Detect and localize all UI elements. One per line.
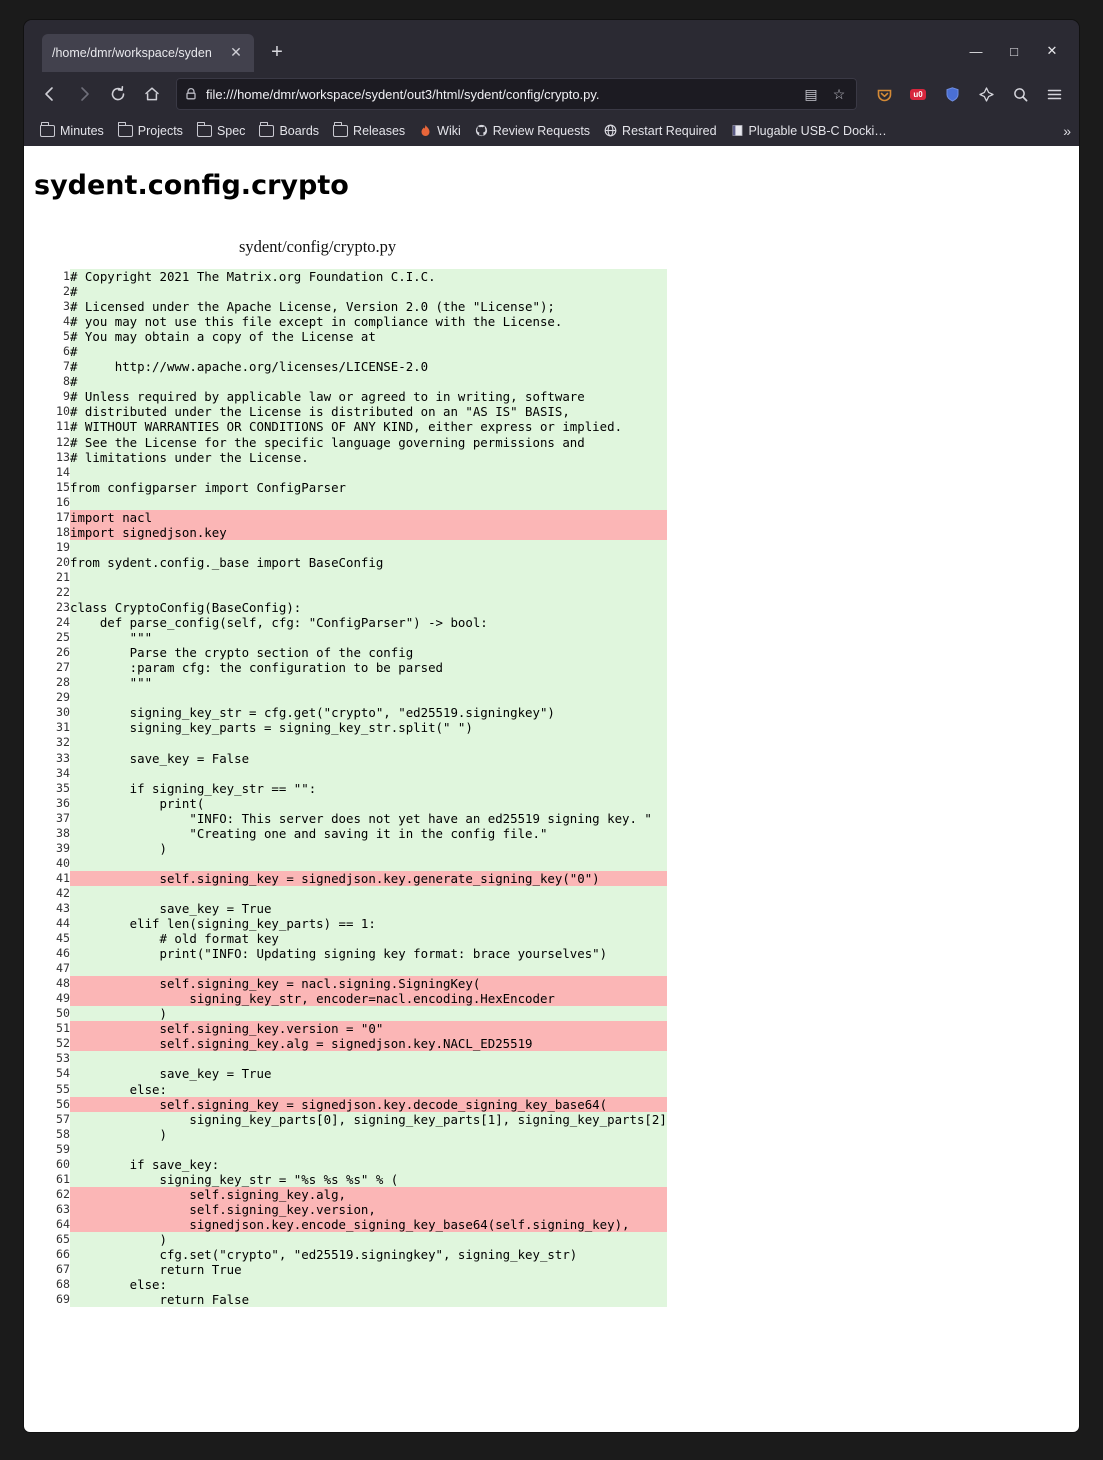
menu-icon[interactable] bbox=[1039, 79, 1069, 109]
line-number: 49 bbox=[56, 991, 70, 1006]
line-number: 68 bbox=[56, 1277, 70, 1292]
line-number: 41 bbox=[56, 870, 70, 885]
line-source: else: bbox=[70, 1277, 667, 1292]
line-source: ) bbox=[70, 841, 667, 856]
line-number: 21 bbox=[56, 569, 70, 584]
back-icon[interactable] bbox=[34, 78, 66, 110]
browser-window bbox=[24, 20, 1079, 1432]
line-number: 17 bbox=[56, 509, 70, 524]
reload-icon[interactable] bbox=[102, 78, 134, 110]
line-number: 5 bbox=[63, 329, 70, 344]
line-source: ) bbox=[70, 1006, 667, 1021]
code-line bbox=[36, 1157, 667, 1172]
code-line bbox=[36, 1006, 667, 1021]
code-line bbox=[36, 1097, 667, 1112]
line-number: 3 bbox=[63, 299, 70, 314]
line-number: 30 bbox=[56, 705, 70, 720]
line-source: elif len(signing_key_parts) == 1: bbox=[70, 916, 667, 931]
line-source: # You may obtain a copy of the License at bbox=[70, 329, 667, 344]
line-number: 67 bbox=[56, 1262, 70, 1277]
line-source: # bbox=[70, 344, 667, 359]
line-number: 22 bbox=[56, 584, 70, 599]
line-number: 61 bbox=[56, 1171, 70, 1186]
line-number: 19 bbox=[56, 539, 70, 554]
code-line bbox=[36, 931, 667, 946]
code-line bbox=[36, 690, 667, 705]
line-source: self.signing_key = signedjson.key.generate_signing_key("0") bbox=[70, 871, 667, 886]
code-line bbox=[36, 886, 667, 901]
line-source: # bbox=[70, 374, 667, 389]
line-number: 59 bbox=[56, 1141, 70, 1156]
line-number: 50 bbox=[56, 1006, 70, 1021]
code-line bbox=[36, 630, 667, 645]
line-source: print( bbox=[70, 796, 667, 811]
flame-icon bbox=[419, 124, 432, 139]
line-source: # See the License for the specific language governing permissions and bbox=[70, 435, 667, 450]
line-number: 6 bbox=[63, 344, 70, 359]
line-source: from sydent.config._base import BaseConfig bbox=[70, 555, 667, 570]
line-source: self.signing_key = nacl.signing.SigningKey( bbox=[70, 976, 667, 991]
line-number: 39 bbox=[56, 840, 70, 855]
line-source: # limitations under the License. bbox=[70, 450, 667, 465]
code-line bbox=[36, 359, 667, 374]
code-line bbox=[36, 570, 667, 585]
ublock-badge: u0 bbox=[910, 89, 925, 100]
line-source bbox=[70, 690, 667, 705]
page-viewport bbox=[24, 146, 1079, 1432]
code-line bbox=[36, 720, 667, 735]
code-line bbox=[36, 841, 667, 856]
folder-icon bbox=[197, 125, 212, 137]
line-source: # Licensed under the Apache License, Version 2.0 (the "License"); bbox=[70, 299, 667, 314]
line-number: 20 bbox=[56, 554, 70, 569]
page-content bbox=[24, 146, 1079, 1307]
line-source: import signedjson.key bbox=[70, 525, 667, 540]
bookmark-restart-required[interactable] bbox=[598, 121, 723, 142]
line-number: 29 bbox=[56, 690, 70, 705]
ublock-origin-icon[interactable] bbox=[903, 79, 933, 109]
line-source: Parse the crypto section of the config bbox=[70, 645, 667, 660]
line-source: signing_key_str = cfg.get("crypto", "ed25519.signingkey") bbox=[70, 705, 667, 720]
tab-crypto-py[interactable] bbox=[42, 34, 254, 72]
window-controls bbox=[959, 36, 1069, 66]
line-source: # you may not use this file except in compliance with the License. bbox=[70, 314, 667, 329]
bookmark-star-icon[interactable]: ☆ bbox=[832, 85, 846, 102]
bookmark-wiki[interactable] bbox=[413, 121, 467, 142]
code-line bbox=[36, 344, 667, 359]
line-source: if save_key: bbox=[70, 1157, 667, 1172]
line-source bbox=[70, 540, 667, 555]
line-source: signing_key_str = "%s %s %s" % ( bbox=[70, 1172, 667, 1187]
line-number: 51 bbox=[56, 1021, 70, 1036]
line-source: class CryptoConfig(BaseConfig): bbox=[70, 600, 667, 615]
line-number: 1 bbox=[63, 269, 70, 283]
code-line bbox=[36, 600, 667, 615]
code-line bbox=[36, 495, 667, 510]
code-line bbox=[36, 645, 667, 660]
line-number: 47 bbox=[56, 961, 70, 976]
minimize-icon[interactable]: — bbox=[969, 43, 983, 59]
pocket-icon[interactable] bbox=[869, 79, 899, 109]
code-line bbox=[36, 781, 667, 796]
line-number: 10 bbox=[56, 404, 70, 419]
code-line bbox=[36, 450, 667, 465]
line-number: 53 bbox=[56, 1051, 70, 1066]
bookmarks-toolbar bbox=[24, 116, 1079, 146]
line-source: ) bbox=[70, 1127, 667, 1142]
bookmark-review-requests[interactable] bbox=[469, 121, 596, 142]
address-bar[interactable] bbox=[176, 78, 857, 110]
code-line bbox=[36, 404, 667, 419]
line-number: 23 bbox=[56, 600, 70, 615]
line-source: import nacl bbox=[70, 510, 667, 525]
line-source bbox=[70, 495, 667, 510]
line-number: 52 bbox=[56, 1036, 70, 1051]
line-number: 38 bbox=[56, 825, 70, 840]
code-line bbox=[36, 811, 667, 826]
code-line bbox=[36, 435, 667, 450]
line-source: # Unless required by applicable law or agreed to in writing, software bbox=[70, 389, 667, 404]
line-number: 58 bbox=[56, 1126, 70, 1141]
line-number: 62 bbox=[56, 1186, 70, 1201]
line-number: 46 bbox=[56, 946, 70, 961]
line-number: 65 bbox=[56, 1232, 70, 1246]
line-source: "INFO: This server does not yet have an ed25519 signing key. " bbox=[70, 811, 667, 826]
code-line bbox=[36, 1142, 667, 1157]
bookmark-label: Projects bbox=[137, 124, 183, 138]
line-source: def parse_config(self, cfg: "ConfigParser") -> bool: bbox=[70, 615, 667, 630]
code-line bbox=[36, 1127, 667, 1142]
line-source: "Creating one and saving it in the config file." bbox=[70, 826, 667, 841]
code-line bbox=[36, 826, 667, 841]
line-number: 45 bbox=[56, 931, 70, 946]
line-source bbox=[70, 570, 667, 585]
line-source: signing_key_parts[0], signing_key_parts[1], signing_key_parts[2] bbox=[70, 1111, 667, 1127]
line-number: 24 bbox=[56, 615, 70, 630]
bookmark-plugable-dock[interactable] bbox=[725, 121, 893, 142]
line-source: signing_key_parts = signing_key_str.split(" ") bbox=[70, 720, 667, 735]
line-source: signing_key_str, encoder=nacl.encoding.HexEncoder bbox=[70, 991, 667, 1006]
code-line bbox=[36, 1202, 667, 1217]
line-number: 55 bbox=[56, 1081, 70, 1096]
line-source: cfg.set("crypto", "ed25519.signingkey", signing_key_str) bbox=[70, 1247, 667, 1262]
code-line bbox=[36, 1292, 667, 1307]
code-line bbox=[36, 1217, 667, 1232]
page-info-icon[interactable] bbox=[184, 87, 198, 101]
line-number: 56 bbox=[56, 1096, 70, 1111]
line-source: save_key = False bbox=[70, 751, 667, 766]
line-source: signedjson.key.encode_signing_key_base64(self.signing_key), bbox=[70, 1217, 667, 1232]
url-text: file:///home/dmr/workspace/sydent/out3/html/sydent/config/crypto.py. bbox=[206, 86, 600, 102]
line-number: 60 bbox=[56, 1156, 70, 1171]
file-heading: sydent/config/crypto.py bbox=[239, 237, 397, 256]
line-number: 32 bbox=[56, 735, 70, 750]
line-source: return False bbox=[70, 1292, 667, 1307]
code-line bbox=[36, 660, 667, 675]
line-number: 43 bbox=[56, 900, 70, 915]
line-number: 31 bbox=[56, 720, 70, 735]
line-source: self.signing_key = signedjson.key.decode_signing_key_base64( bbox=[70, 1097, 667, 1112]
code-line bbox=[36, 465, 667, 480]
code-line bbox=[36, 735, 667, 750]
line-number: 33 bbox=[56, 750, 70, 765]
bookmarks-overflow-icon[interactable]: » bbox=[1063, 123, 1071, 139]
folder-icon bbox=[333, 125, 348, 137]
book-icon bbox=[731, 124, 744, 139]
line-source: self.signing_key.alg = signedjson.key.NACL_ED25519 bbox=[70, 1036, 667, 1051]
line-source: # old format key bbox=[70, 931, 667, 946]
line-number: 12 bbox=[56, 434, 70, 449]
line-source: save_key = True bbox=[70, 901, 667, 916]
globe-icon bbox=[604, 124, 617, 139]
bookmark-label: Plugable USB-C Docki… bbox=[748, 124, 887, 138]
line-source: # http://www.apache.org/licenses/LICENSE-2.0 bbox=[70, 359, 667, 374]
bookmark-releases[interactable] bbox=[327, 121, 411, 141]
new-tab-button[interactable]: + bbox=[271, 41, 283, 63]
code-line bbox=[36, 1277, 667, 1292]
sync-icon[interactable] bbox=[971, 79, 1001, 109]
code-line bbox=[36, 1051, 667, 1066]
line-source: from configparser import ConfigParser bbox=[70, 480, 667, 495]
code-line bbox=[36, 314, 667, 329]
line-number: 27 bbox=[56, 660, 70, 675]
code-line bbox=[36, 916, 667, 931]
bookmark-label: Releases bbox=[353, 124, 406, 138]
source-code-table bbox=[36, 269, 667, 1307]
code-line bbox=[36, 374, 667, 389]
bookmark-label: Restart Required bbox=[622, 124, 717, 138]
code-line bbox=[36, 1036, 667, 1051]
code-line bbox=[36, 901, 667, 916]
line-number: 4 bbox=[63, 314, 70, 329]
bookmark-label: Review Requests bbox=[492, 124, 591, 138]
code-line bbox=[36, 871, 667, 886]
line-number: 9 bbox=[63, 389, 70, 404]
line-source bbox=[70, 766, 667, 781]
code-line bbox=[36, 1066, 667, 1081]
line-source bbox=[70, 585, 667, 600]
code-line bbox=[36, 299, 667, 314]
line-source: if signing_key_str == "": bbox=[70, 781, 667, 796]
line-source: ) bbox=[70, 1232, 667, 1247]
close-window-icon[interactable]: ✕ bbox=[1046, 43, 1058, 58]
folder-icon bbox=[40, 125, 55, 137]
line-number: 13 bbox=[56, 449, 70, 464]
maximize-icon[interactable]: □ bbox=[1010, 43, 1018, 59]
line-number: 63 bbox=[56, 1201, 70, 1216]
folder-icon bbox=[259, 125, 274, 137]
line-source bbox=[70, 735, 667, 750]
code-line bbox=[36, 751, 667, 766]
search-icon[interactable] bbox=[1005, 79, 1035, 109]
line-source: self.signing_key.version, bbox=[70, 1202, 667, 1217]
line-number: 7 bbox=[63, 359, 70, 374]
code-line bbox=[36, 510, 667, 525]
code-line bbox=[36, 796, 667, 811]
line-number: 54 bbox=[56, 1066, 70, 1081]
code-line bbox=[36, 615, 667, 630]
bookmark-label: Boards bbox=[279, 124, 320, 138]
bookmark-minutes[interactable] bbox=[34, 121, 110, 141]
code-line bbox=[36, 991, 667, 1006]
github-icon bbox=[475, 124, 488, 139]
line-source: self.signing_key.alg, bbox=[70, 1187, 667, 1202]
line-number: 44 bbox=[56, 916, 70, 931]
code-line bbox=[36, 284, 667, 299]
line-number: 69 bbox=[56, 1292, 70, 1307]
code-line bbox=[36, 329, 667, 344]
code-line bbox=[36, 269, 667, 284]
navigation-toolbar bbox=[24, 72, 1079, 116]
code-line bbox=[36, 856, 667, 871]
shield-icon[interactable] bbox=[937, 79, 967, 109]
line-number: 15 bbox=[56, 479, 70, 494]
code-line bbox=[36, 389, 667, 404]
line-source: :param cfg: the configuration to be parsed bbox=[70, 660, 667, 675]
line-source bbox=[70, 961, 667, 976]
line-number: 2 bbox=[63, 284, 70, 299]
line-number: 36 bbox=[56, 795, 70, 810]
code-line bbox=[36, 480, 667, 495]
line-source: save_key = True bbox=[70, 1066, 667, 1081]
line-source: # bbox=[70, 284, 667, 299]
line-number: 28 bbox=[56, 675, 70, 690]
bookmark-label: Wiki bbox=[437, 124, 461, 138]
code-line bbox=[36, 766, 667, 781]
line-source bbox=[70, 1051, 667, 1066]
tab-title: /home/dmr/workspace/syden bbox=[52, 46, 212, 60]
line-source bbox=[70, 465, 667, 480]
code-line bbox=[36, 1172, 667, 1187]
line-source: else: bbox=[70, 1082, 667, 1097]
line-number: 40 bbox=[56, 855, 70, 870]
line-number: 35 bbox=[56, 780, 70, 795]
reader-view-icon[interactable]: ▤ bbox=[804, 85, 818, 102]
line-source bbox=[70, 856, 667, 871]
line-number: 16 bbox=[56, 494, 70, 509]
code-line bbox=[36, 1187, 667, 1202]
extensions-area bbox=[865, 79, 1069, 109]
line-source: # Copyright 2021 The Matrix.org Foundation C.I.C. bbox=[70, 269, 667, 284]
code-line bbox=[36, 525, 667, 540]
line-source bbox=[70, 886, 667, 901]
line-source: """ bbox=[70, 675, 667, 690]
code-line bbox=[36, 1232, 667, 1247]
close-icon[interactable]: ✕ bbox=[230, 44, 242, 60]
code-line bbox=[36, 675, 667, 690]
bookmark-spec[interactable] bbox=[191, 121, 252, 141]
line-source: self.signing_key.version = "0" bbox=[70, 1021, 667, 1036]
line-source bbox=[70, 1142, 667, 1157]
line-number: 57 bbox=[56, 1111, 70, 1126]
code-line bbox=[36, 705, 667, 720]
code-line bbox=[36, 1112, 667, 1127]
line-source: # distributed under the License is distributed on an "AS IS" BASIS, bbox=[70, 404, 667, 419]
line-number: 34 bbox=[56, 765, 70, 780]
line-number: 18 bbox=[56, 524, 70, 539]
bookmark-boards[interactable] bbox=[253, 121, 325, 141]
code-line bbox=[36, 976, 667, 991]
line-number: 8 bbox=[63, 374, 70, 389]
code-line bbox=[36, 419, 667, 434]
code-line bbox=[36, 946, 667, 961]
code-line bbox=[36, 1021, 667, 1036]
line-source: """ bbox=[70, 630, 667, 645]
code-line bbox=[36, 1082, 667, 1097]
line-source: print("INFO: Updating signing key format: brace yourselves") bbox=[70, 946, 667, 961]
forward-icon bbox=[68, 78, 100, 110]
bookmark-projects[interactable] bbox=[112, 121, 189, 141]
line-number: 25 bbox=[56, 630, 70, 645]
code-line bbox=[36, 1247, 667, 1262]
code-line bbox=[36, 1262, 667, 1277]
page-title: sydent.config.crypto bbox=[34, 170, 349, 201]
code-line bbox=[36, 585, 667, 600]
bookmark-label: Spec bbox=[216, 124, 246, 138]
home-icon[interactable] bbox=[136, 78, 168, 110]
line-number: 48 bbox=[56, 976, 70, 991]
line-number: 37 bbox=[56, 810, 70, 825]
line-number: 11 bbox=[56, 419, 70, 434]
folder-icon bbox=[118, 125, 133, 137]
line-source: # WITHOUT WARRANTIES OR CONDITIONS OF ANY KIND, either express or implied. bbox=[70, 419, 667, 434]
code-line bbox=[36, 540, 667, 555]
line-number: 14 bbox=[56, 464, 70, 479]
line-number: 66 bbox=[56, 1247, 70, 1262]
tab-strip bbox=[24, 20, 1079, 72]
line-source: return True bbox=[70, 1262, 667, 1277]
code-line bbox=[36, 555, 667, 570]
code-line bbox=[36, 961, 667, 976]
line-number: 26 bbox=[56, 645, 70, 660]
bookmark-label: Minutes bbox=[60, 124, 104, 138]
line-number: 42 bbox=[56, 885, 70, 900]
line-number: 64 bbox=[56, 1216, 70, 1231]
